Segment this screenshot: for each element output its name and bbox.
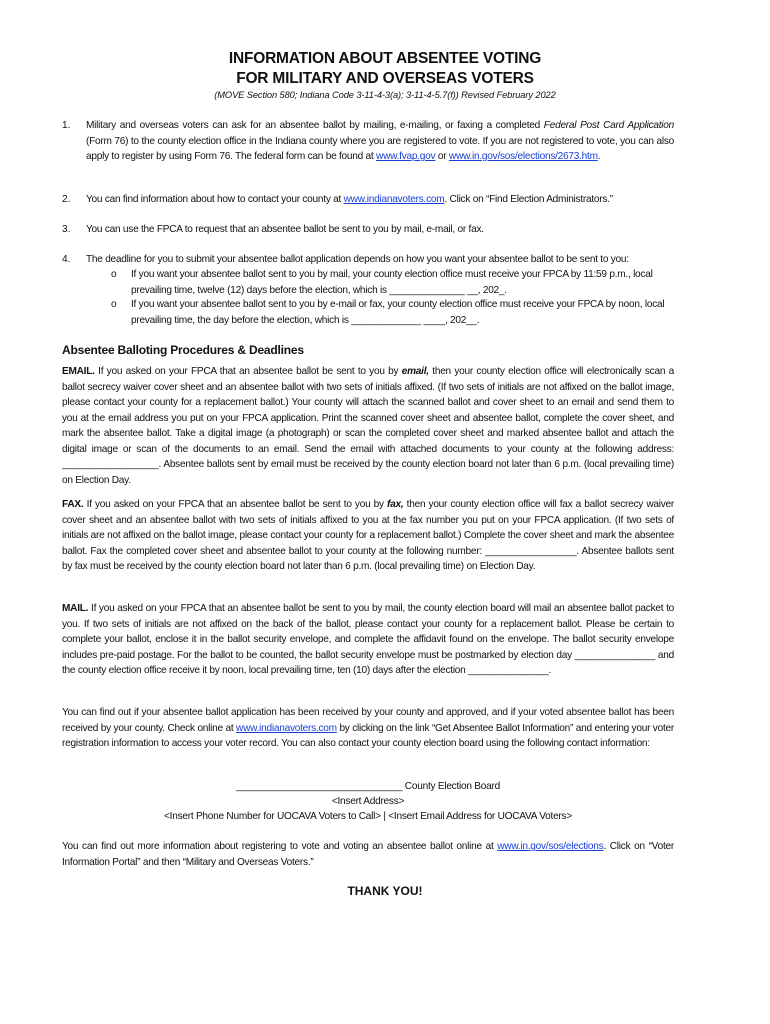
list-number-2: 2. — [62, 194, 71, 205]
document-subtitle: (MOVE Section 580; Indiana Code 3-11-4-3(a); 3-11-4-5.7(f)) Revised February 2022 — [214, 90, 556, 100]
list-item-1-text-d: . — [597, 151, 601, 162]
list-item-1 — [86, 118, 674, 165]
thank-you: THANK YOU! — [347, 884, 423, 898]
mail-paragraph — [62, 601, 674, 679]
list-item-1-form-name: Federal Post Card Application — [543, 120, 675, 131]
list-number-4: 4. — [62, 254, 71, 265]
status-text-a: You can find out if your absentee ballot application has been received by your county and approved, and if your voted absentee ballot has been received by your county. Check online at — [62, 707, 674, 734]
contact-county-board: _______________________________ County Election Board — [235, 781, 500, 792]
fax-paragraph — [62, 497, 674, 575]
list-item-2 — [86, 192, 674, 208]
fax-emphasis: fax, — [387, 499, 404, 510]
list-item-4: The deadline for you to submit your absentee ballot application depends on how you want your absentee ballot to be sent to you: — [86, 254, 629, 265]
document-title-line2: FOR MILITARY AND OVERSEAS VOTERS — [236, 70, 534, 87]
bullet-mark-2: o — [111, 299, 117, 310]
indianavoters-link-2[interactable]: www.indianavoters.com — [236, 722, 337, 734]
more-text-b: . Click on “Voter Information Portal” and then “Military and Overseas Voters.” — [62, 841, 674, 868]
list-item-1-text: Military and overseas voters can ask for an absentee ballot by mailing, e-mailing, or faxing a completed — [86, 120, 544, 131]
sos-elections-link[interactable]: www.in.gov/sos/elections — [497, 841, 604, 852]
contact-phone-email: <Insert Phone Number for UOCAVA Voters to Call> | <Insert Email Address for UOCAVA Voters> — [164, 811, 572, 822]
fax-text-b: then your county election office will fax a ballot secrecy waiver cover sheet and an absentee ballot with two sets of initials affixed to you at the fax number you put on your FPCA application. (If two sets of initials are not affixed on the ballot image, please contact your county for a replacement ballot.) Complete the cover sheet and mark the absentee ballot. Fax the completed cover sheet and absentee ballot to your county at the following number: _________________. Absentee ballots sent by fax must be received by the county election board not later than 6 p.m. (local prevailing time) on Election Day. — [62, 499, 674, 572]
sos-elections-2673-link[interactable]: www.in.gov/sos/elections/2673.htm — [448, 151, 598, 162]
list-item-1-text-b: (Form 76) to the county election office in the Indiana county where you are registered to vote. If you are not registered to vote, you can also apply to register by using Form 76. The federal form can be found at — [86, 135, 674, 162]
fvap-link[interactable]: www.fvap.gov — [376, 151, 436, 162]
bullet-text-mail-deadline: If you want your absentee ballot sent to you by mail, your county election office must receive your FPCA by 11:59 p.m., local prevailing time, twelve (12) days before the election, which is ______________ __, 202_. — [131, 269, 653, 296]
mail-text: If you asked on your FPCA that an absentee ballot be sent to you by mail, the county election board will mail an absentee ballot packet to you. If two sets of initials are not affixed on the back of the ballot, please contact your county for a replacement ballot. Please be certain to complete your ballot, enclose it in the ballot security envelope, and complete the affidavit found on the envelope. The ballot security envelope includes pre-paid postage. For the ballot to be counted, the ballot security envelope must be postmarked by election day _______________ and the county election office receive it by noon, local prevailing time, ten (10) days after the election _______________. — [62, 603, 674, 676]
list-item-1-text-c: or — [435, 151, 449, 162]
more-info-paragraph — [62, 839, 674, 870]
list-item-3: You can use the FPCA to request that an absentee ballot be sent to you by mail, e-mail, or fax. — [86, 224, 484, 235]
bullet-text-email-fax-deadline: If you want your absentee ballot sent to you by e-mail or fax, your county election office must receive your FPCA by noon, local prevailing time, the day before the election, which is _____________ ____, 202__. — [131, 299, 665, 326]
section-heading: Absentee Balloting Procedures & Deadlines — [62, 343, 304, 357]
more-text-a: You can find out more information about registering to vote and voting an absentee ballot online at — [62, 841, 498, 852]
indianavoters-link[interactable]: www.indianavoters.com — [343, 194, 445, 205]
fax-text-a: If you asked on your FPCA that an absentee ballot be sent to you by — [83, 499, 388, 510]
email-text-a: If you asked on your FPCA that an absentee ballot be sent to you by — [94, 366, 402, 377]
list-item-2-text: You can find information about how to contact your county at — [86, 194, 344, 205]
email-text-b: then your county election office will electronically scan a ballot secrecy waiver cover sheet and an absentee ballot with two sets of initials affixed. (If two sets of initials are not affixed on the ballot image, please contact your county for a replacement ballot.) Your county will attach the scanned ballot and cover sheet to an email and send them to you at the email address you put on your FPCA application. Print the scanned cover sheet and absentee ballot, complete the cover sheet, and mark the absentee ballot. Take a digital image (a photograph) or scan the completed cover sheet and marked absentee ballot and attach the digital image or scan of the documents to an email. Send the email with attached documents to your county at the following address: __________________. Absentee ballots sent by email must be received by the county election board not later than 6 p.m. (local prevailing time) on Election Day. — [62, 366, 674, 486]
status-paragraph — [62, 705, 674, 752]
email-emphasis: email, — [401, 366, 429, 377]
email-paragraph — [62, 364, 674, 488]
fax-label: FAX. — [62, 499, 84, 510]
contact-address: <Insert Address> — [331, 796, 405, 807]
document-title-line1: INFORMATION ABOUT ABSENTEE VOTING — [228, 50, 542, 67]
list-number-3: 3. — [62, 224, 71, 235]
status-text-b: by clicking on the link “Get Absentee Ballot Information” and entering your voter registration information to access your voter record. You can also contact your county election board using the following contact information: — [62, 722, 675, 749]
mail-label: MAIL. — [62, 603, 89, 614]
email-label: EMAIL. — [62, 366, 95, 377]
list-number-1: 1. — [62, 120, 71, 131]
list-item-2-text-b: . Click on “Find Election Administrators.” — [444, 194, 613, 205]
bullet-mark-1: o — [111, 269, 117, 280]
